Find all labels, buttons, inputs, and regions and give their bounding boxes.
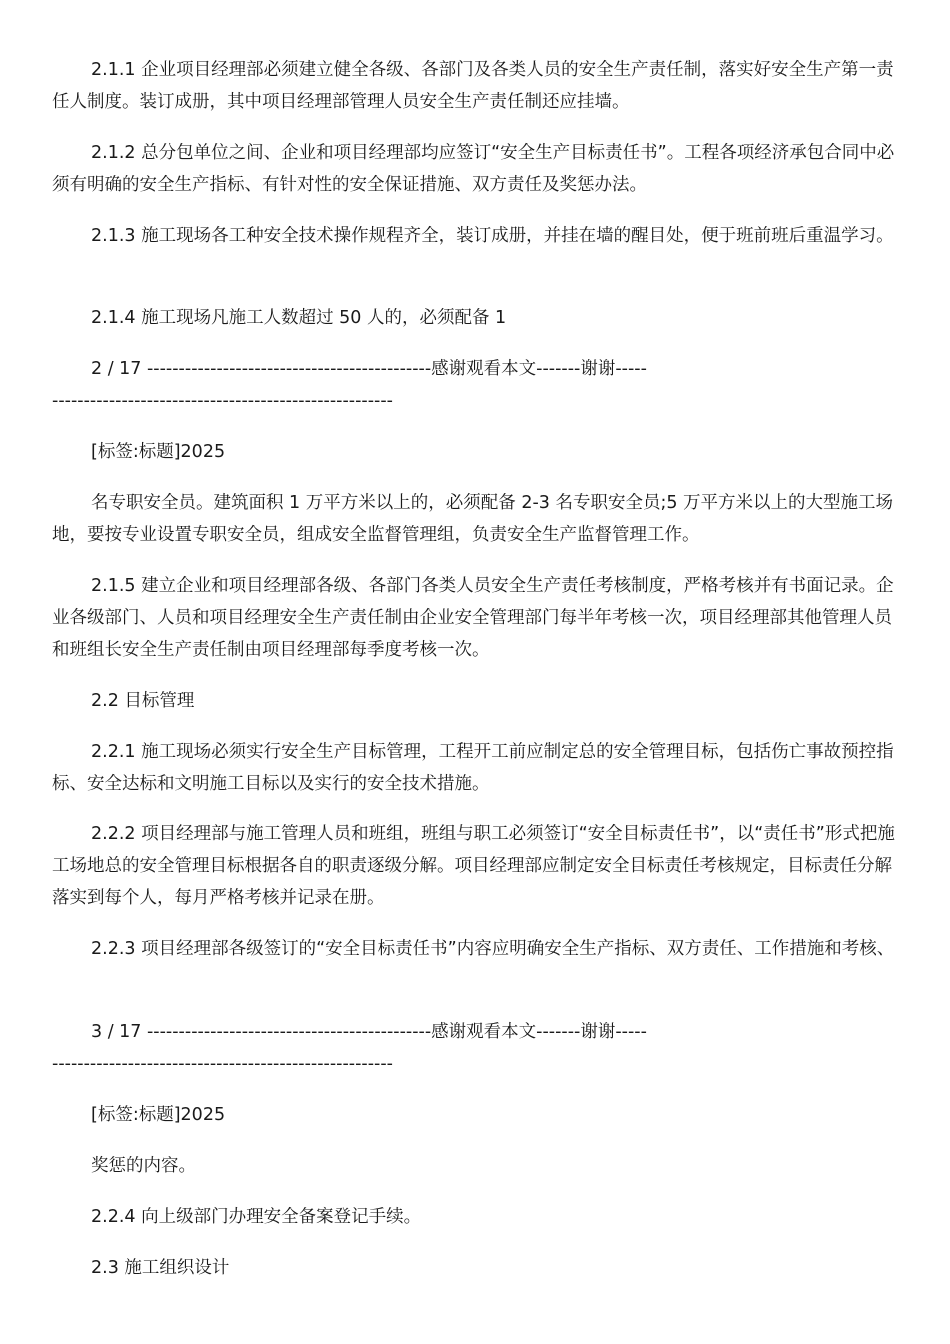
page-header-tag: [标签:标题]2025 xyxy=(91,1105,226,1125)
page-header-tag: [标签:标题]2025 xyxy=(91,442,226,462)
paragraph-2-2-2: 2.2.2 项目经理部与施工管理人员和班组，班组与职工必须签订“安全目标责任书”，以“责任书”形式把施工场地总的安全管理目标根据各自的职责逐级分解。项目经理部应制定安全目标责任考核规定，目标责任分解落实到每个人，每月严格考核并记录在册。 xyxy=(52,824,895,908)
paragraph-2-1-4-continued: 名专职安全员。建筑面积 1 万平方米以上的，必须配备 2-3 名专职安全员;5 万平方米以上的大型施工场地，要按专业设置专职安全员，组成安全监督管理组，负责安全生产监督管理工作。 xyxy=(52,493,894,545)
paragraph-2-2-3: 2.2.3 项目经理部各级签订的“安全目标责任书”内容应明确安全生产指标、双方责任、工作措施和考核、 xyxy=(91,939,895,959)
paragraph-2-1-5: 2.1.5 建立企业和项目经理部各级、各部门各类人员安全生产责任考核制度，严格考核并有书面记录。企业各级部门、人员和项目经理安全生产责任制由企业安全管理部门每半年考核一次，项目经理部其他管理人员和班组长安全生产责任制由项目经理部每季度考核一次。 xyxy=(52,576,894,660)
paragraph-2-1-2: 2.1.2 总分包单位之间、企业和项目经理部均应签订“安全生产目标责任书”。工程各项经济承包合同中必须有明确的安全生产指标、有针对性的安全保证措施、双方责任及奖惩办法。 xyxy=(52,143,895,195)
page-separator-footer: 2 / 17 ---------------------------------------------感谢观看本文-------谢谢----------------------------------------------------------- xyxy=(52,359,647,411)
paragraph-2-1-1: 2.1.1 企业项目经理部必须建立健全各级、各部门及各类人员的安全生产责任制，落实好安全生产第一责任人制度。装订成册，其中项目经理部管理人员安全生产责任制还应挂墙。 xyxy=(52,60,894,112)
paragraph-2-2-3-continued: 奖惩的内容。 xyxy=(91,1156,196,1176)
paragraph-2-2-4: 2.2.4 向上级部门办理安全备案登记手续。 xyxy=(91,1207,422,1227)
paragraph-2-2-1: 2.2.1 施工现场必须实行安全生产目标管理，工程开工前应制定总的安全管理目标，包括伤亡事故预控指标、安全达标和文明施工目标以及实行的安全技术措施。 xyxy=(52,742,894,794)
paragraph-2-1-3: 2.1.3 施工现场各工种安全技术操作规程齐全，装订成册，并挂在墙的醒目处，便于班前班后重温学习。 xyxy=(91,226,894,246)
paragraph-2-1-4: 2.1.4 施工现场凡施工人数超过 50 人的，必须配备 1 xyxy=(91,308,507,328)
heading-2-3: 2.3 施工组织设计 xyxy=(91,1258,230,1278)
page-separator-footer: 3 / 17 ---------------------------------------------感谢观看本文-------谢谢----------------------------------------------------------- xyxy=(52,1022,647,1074)
heading-2-2: 2.2 目标管理 xyxy=(91,691,195,711)
